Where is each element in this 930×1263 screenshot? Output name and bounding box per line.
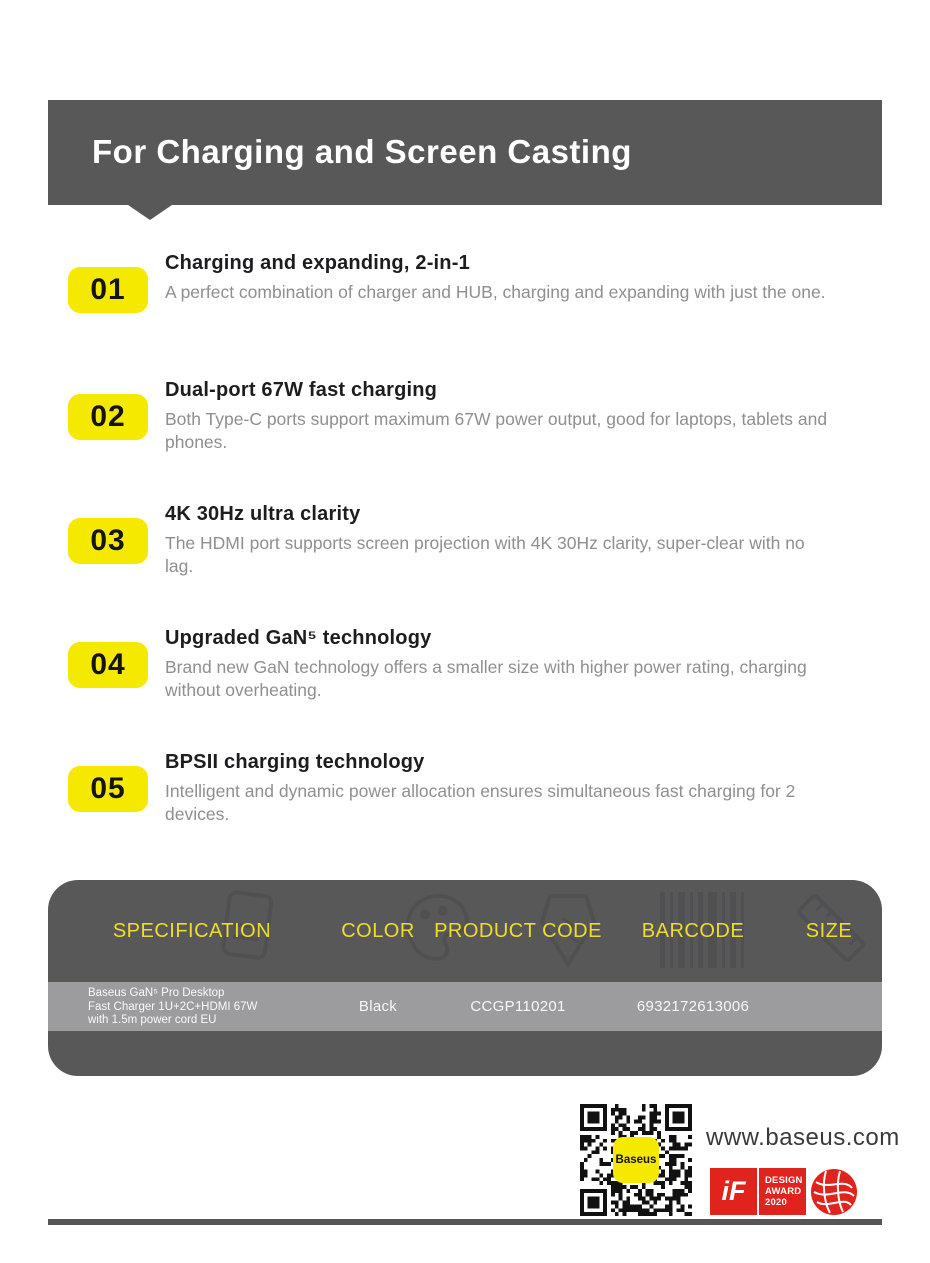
feature-item-3: [68, 501, 833, 578]
red-dot-award-logo: [810, 1168, 858, 1216]
feature-text: [165, 377, 833, 454]
spec-product-code-value: CCGP110201: [470, 998, 566, 1015]
feature-title: 4K 30Hz ultra clarity: [165, 503, 361, 525]
feature-text: [165, 625, 833, 702]
spec-product-name-line: Fast Charger 1U+2C+HDMI 67W: [88, 1000, 258, 1013]
spec-product-name-line: Baseus GaN⁵ Pro Desktop: [88, 987, 225, 999]
spec-table: [48, 880, 882, 1076]
feature-title: Charging and expanding, 2-in-1: [165, 252, 470, 274]
baseus-logo-badge: Baseus: [613, 1137, 659, 1183]
feature-number-badge: 02: [68, 394, 148, 440]
feature-description: Brand new GaN technology offers a smaller size with higher power rating, charging without overheating.: [165, 657, 807, 700]
feature-number-badge: 05: [68, 766, 148, 812]
spec-header-size: SIZE: [805, 920, 853, 942]
feature-text: [165, 501, 833, 578]
spec-barcode-value: 6932172613006: [636, 998, 750, 1015]
feature-number-badge: 01: [68, 267, 148, 313]
if-award-text: [759, 1168, 806, 1215]
feature-number-badge: 03: [68, 518, 148, 564]
spec-product-name: [88, 987, 257, 1028]
feature-description: The HDMI port supports screen projection with 4K 30Hz clarity, super-clear with no lag.: [165, 533, 805, 576]
if-award-logo: iF: [710, 1168, 757, 1215]
feature-text: [165, 749, 833, 826]
feature-text: [165, 250, 833, 304]
feature-item-5: [68, 749, 833, 826]
spec-row: [48, 982, 882, 1031]
if-award-line: AWARD: [765, 1186, 802, 1197]
feature-description: Intelligent and dynamic power allocation ensures simultaneous fast charging for 2 devices.: [165, 781, 796, 824]
header-banner: [48, 100, 882, 205]
page-title: For Charging and Screen Casting: [92, 133, 632, 170]
feature-item-4: [68, 625, 833, 702]
feature-number-badge: 04: [68, 642, 148, 688]
website-url: www.baseus.com: [706, 1124, 900, 1151]
spec-header-color: COLOR: [341, 920, 415, 942]
feature-description: A perfect combination of charger and HUB, charging and expanding with just the one.: [165, 282, 826, 302]
feature-title: BPSII charging technology: [165, 751, 425, 773]
banner-pointer: [128, 205, 172, 220]
qr-code: [580, 1104, 692, 1216]
spec-product-name-line: with 1.5m power cord EU: [88, 1014, 217, 1026]
spec-color-value: Black: [358, 998, 398, 1015]
feature-item-2: [68, 377, 833, 454]
feature-title: Dual-port 67W fast charging: [165, 379, 438, 401]
palette-icon-spacer: [596, 890, 630, 914]
spec-header-barcode: BARCODE: [641, 920, 745, 942]
if-award-line: 2020: [765, 1197, 787, 1208]
spec-header-specification: SPECIFICATION: [112, 920, 272, 942]
footer-divider-bar: [48, 1219, 882, 1225]
feature-item-1: [68, 250, 833, 313]
feature-title: Upgraded GaN⁵ technology: [165, 627, 432, 649]
if-award-line: DESIGN: [765, 1175, 803, 1186]
feature-description: Both Type-C ports support maximum 67W power output, good for laptops, tablets and phones.: [165, 409, 828, 452]
spec-header-product-code: PRODUCT CODE: [434, 920, 602, 942]
